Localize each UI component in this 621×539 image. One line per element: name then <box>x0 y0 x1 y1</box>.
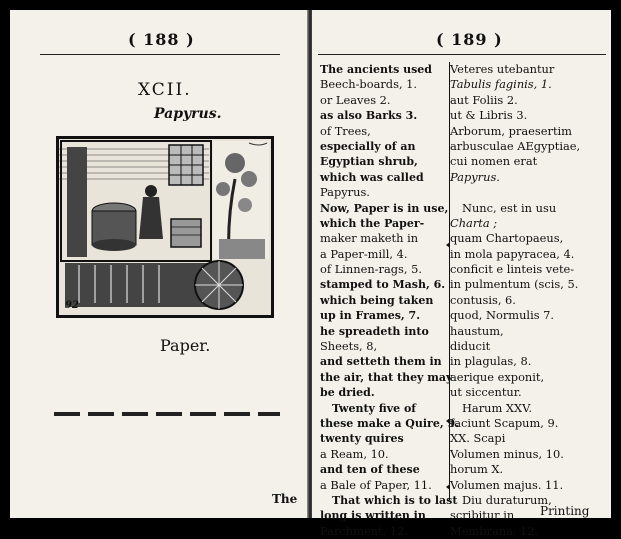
latin-text-line: Nunc, est in usu <box>462 200 557 215</box>
latin-text-line: arbusculae AEgyptiae, <box>450 138 581 153</box>
page-number-right: ( 189 ) <box>436 30 503 49</box>
latin-text-line: quod, Normulis 7. <box>450 308 555 323</box>
latin-text-line: ut & Libris 3. <box>450 108 528 123</box>
english-text-line: a Ream, 10. <box>320 446 389 461</box>
latin-text-line: aut Foliis 2. <box>450 92 518 107</box>
decorative-dashed-rule <box>54 412 280 416</box>
latin-text-line: Volumen majus. 11. <box>450 477 564 492</box>
latin-text-column <box>450 62 600 539</box>
english-text-line: twenty quires <box>320 432 404 446</box>
english-text-line: these make a Quire, 9. <box>320 416 459 430</box>
left-page <box>10 10 308 518</box>
english-text-line: long is written in <box>320 509 426 523</box>
page-number-left: ( 188 ) <box>128 30 195 49</box>
english-text-line: be dried. <box>320 386 375 400</box>
right-page <box>312 10 611 538</box>
papermill-engraving <box>59 139 271 315</box>
english-text-line: especially of an <box>320 139 416 153</box>
latin-text-line: aerique exponit, <box>450 369 545 384</box>
english-text-line: Beech-boards, 1. <box>320 77 418 92</box>
latin-text-line: XX. Scapi <box>450 431 506 446</box>
english-text-line: which was called <box>320 170 424 184</box>
english-text-line: The ancients used <box>320 63 432 76</box>
chapter-subtitle: Papyrus. <box>154 106 222 122</box>
english-text-line: Parchment, 12. <box>320 523 408 538</box>
plate-number: 92 <box>65 300 79 311</box>
english-text-line: of Trees, <box>320 123 371 138</box>
english-text-line: or Leaves 2. <box>320 92 391 107</box>
book-spread <box>4 6 615 538</box>
latin-text-line: in pulmentum (scis, 5. <box>450 277 579 292</box>
latin-text-line: haustum, <box>450 323 504 338</box>
english-text-line: That which is to last <box>332 493 458 507</box>
latin-text-line: contusis, 6. <box>450 292 516 307</box>
latin-text-line: Veteres utebantur <box>450 62 555 76</box>
latin-text-line: Membrana. 12. <box>450 523 539 538</box>
english-text-line: he spreadeth into <box>320 324 429 338</box>
catchword-left: The <box>272 492 298 506</box>
latin-text-line: Volumen minus, 10. <box>450 446 564 461</box>
chapter-number: XCII. <box>138 80 192 100</box>
illustration-caption: Paper. <box>160 336 211 355</box>
latin-text-line: in mola papyracea, 4. <box>450 246 575 261</box>
header-rule-left <box>40 54 280 55</box>
latin-text-line: Charta ; <box>450 215 498 230</box>
latin-text-line: diducit <box>450 339 491 354</box>
latin-text-line: quam Chartopaeus, <box>450 231 564 246</box>
latin-text-line: Harum XXV. <box>462 400 532 415</box>
latin-text-line <box>450 185 600 200</box>
english-text-line: Now, Paper is in use, <box>320 201 449 215</box>
latin-text-line: conficit e linteis vete- <box>450 262 575 277</box>
english-text-line: and ten of these <box>320 463 420 477</box>
english-text-line: a Paper-mill, 4. <box>320 246 408 261</box>
english-text-line: stamped to Mash, 6. <box>320 278 446 292</box>
english-text-line: Papyrus. <box>320 185 370 200</box>
english-text-line: which being taken <box>320 293 434 307</box>
english-text-column <box>320 62 466 539</box>
catchword-right: Printing <box>540 504 590 518</box>
english-text-line: as also Barks 3. <box>320 109 418 123</box>
english-text-line: and setteth them in <box>320 355 442 369</box>
latin-text-line: scribitur in <box>450 508 515 523</box>
english-text-line: Sheets, 8, <box>320 339 378 354</box>
latin-text-line: Arborum, praesertim <box>450 123 572 138</box>
latin-text-line: cui nomen erat <box>450 154 538 169</box>
header-rule-right <box>318 54 606 55</box>
english-text-line: which the Paper- <box>320 216 425 230</box>
latin-text-line: Diu duraturum, <box>462 492 552 507</box>
english-text-line: the air, that they may <box>320 370 453 384</box>
latin-text-line: Papyrus. <box>450 169 500 184</box>
english-text-line: a Bale of Paper, 11. <box>320 477 432 492</box>
english-text-line: up in Frames, 7. <box>320 309 421 323</box>
english-text-line: maker maketh in <box>320 231 419 246</box>
english-text-line: Egyptian shrub, <box>320 155 418 169</box>
latin-text-line: faciunt Scapum, 9. <box>450 415 559 430</box>
latin-text-line: ut siccentur. <box>450 385 522 400</box>
english-text-line: of Linnen-rags, 5. <box>320 262 422 277</box>
latin-text-line: horum X. <box>450 462 504 477</box>
engraving-illustration <box>56 136 274 318</box>
english-text-line: Twenty five of <box>332 401 417 415</box>
latin-text-line: in plagulas, 8. <box>450 354 532 369</box>
latin-text-line: Tabulis faginis, 1. <box>450 77 552 92</box>
